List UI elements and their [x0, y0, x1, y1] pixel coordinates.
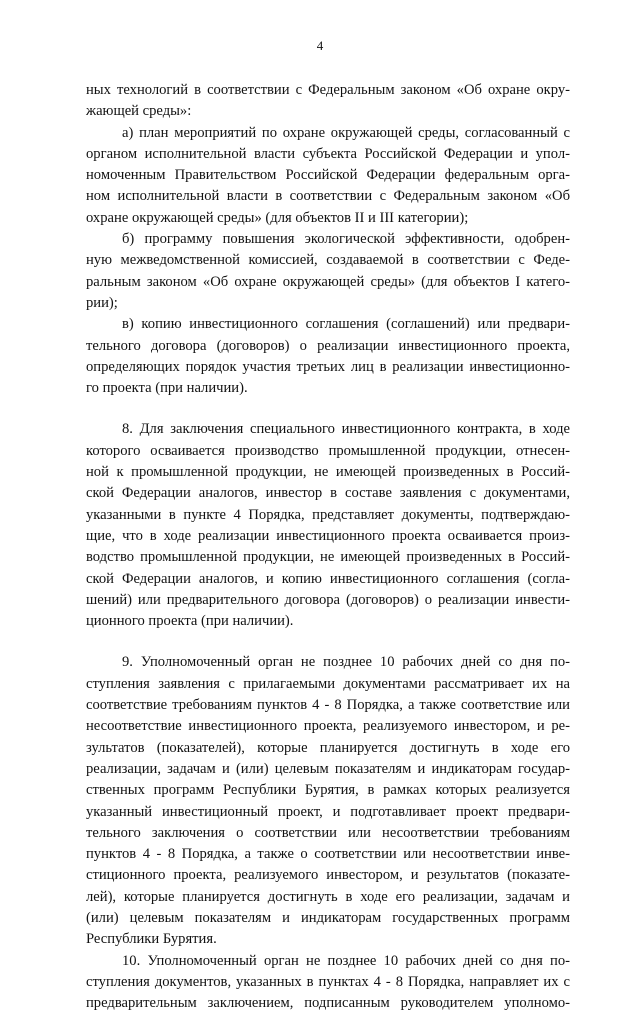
text-line: ную межведомственной комиссией, создаваемой в соответствии с Феде- [86, 252, 570, 269]
text-line: реализации, задачам и (или) целевым показателям и индикаторам государ- [86, 760, 570, 777]
text-line: ской Федерации аналогов, инвестор в составе заявления с документами, [86, 485, 570, 502]
text-line: шений) или предварительного договора (договоров) о реализации инвести- [86, 591, 570, 608]
text-line: в) копию инвестиционного соглашения (соглашений) или предвари- [122, 316, 570, 333]
text-line: соответствие требованиям пунктов 4 - 8 Порядка, а также соответствие или [86, 697, 570, 714]
text-line: указанный инвестиционный проект, и подготавливает проект предвари- [86, 803, 570, 820]
text-line: предварительным заключением, подписанным руководителем уполномо- [86, 995, 570, 1012]
text-line: охране окружающей среды» (для объектов II и III категории); [86, 209, 469, 226]
text-line: (или) целевым показателям и индикаторам государственных программ [86, 909, 570, 926]
paragraph-gap [86, 399, 570, 419]
text-line: 8. Для заключения специального инвестиционного контракта, в ходе [122, 421, 570, 438]
text-line: лей), которые планируется достигнуть в ходе его реализации, задачам и [86, 888, 570, 905]
text-line: 9. Уполномоченный орган не позднее 10 рабочих дней со дня по- [122, 654, 570, 671]
text-line: которого осваивается производство промышленной продукции, отнесен- [86, 442, 570, 459]
text-line: тельного договора (договоров) о реализации инвестиционного проекта, [86, 337, 570, 354]
text-line: указанными в пункте 4 Порядка, представляет документы, подтверждаю- [86, 506, 570, 523]
text-line: ральным законом «Об охране окружающей среды» (для объектов I катего- [86, 273, 570, 290]
text-line: водство промышленной продукции, не имеющей произведенных в Россий- [86, 549, 570, 566]
text-line: жающей среды»: [86, 103, 192, 120]
text-line: ступления документов, указанных в пунктах 4 - 8 Порядка, направляет их с [86, 973, 570, 990]
text-line: го проекта (при наличии). [86, 380, 248, 397]
text-line: органом исполнительной власти субъекта Российской Федерации и упол- [86, 145, 570, 162]
text-line: ступления заявления с прилагаемыми документами рассматривает их на [86, 675, 570, 692]
text-line: ской Федерации аналогов, и копию инвестиционного соглашения (согла- [86, 570, 570, 587]
text-line: ционного проекта (при наличии). [86, 613, 294, 630]
text-line: тельного заключения о соответствии или несоответствии требованиям [86, 824, 570, 841]
text-line: ных технологий в соответствии с Федеральным законом «Об охране окру- [86, 82, 570, 98]
text-line: щие, что в ходе реализации инвестиционного проекта осваивается произ- [86, 527, 570, 544]
text-line: а) план мероприятий по охране окружающей среды, согласованный с [122, 124, 570, 141]
text-line: ственных программ Республики Бурятия, в рамках которых реализуется [86, 782, 570, 799]
text-line: зультатов (показателей), которые планируется достигнуть в ходе его [86, 739, 570, 756]
text-line: определяющих порядок участия третьих лиц в реализации инвестиционно- [86, 358, 570, 375]
paragraph-gap [86, 632, 570, 652]
text-line: стиционного проекта, реализуемого инвестором, и результатов (показате- [86, 867, 570, 884]
text-line: ной к промышленной продукции, не имеющей произведенных в Россий- [86, 464, 570, 481]
text-line: пунктов 4 - 8 Порядка, а также о соответствии или несоответствии инве- [86, 846, 570, 863]
document-body [86, 80, 570, 1014]
text-line: Республики Бурятия. [86, 931, 217, 948]
text-line: б) программу повышения экологической эффективности, одобрен- [122, 231, 570, 248]
text-line: 10. Уполномоченный орган не позднее 10 рабочих дней со дня по- [122, 952, 570, 969]
text-line: номоченным Правительством Российской Федерации федеральным орга- [86, 167, 570, 184]
text-line: ном исполнительной власти в соответствии с Федеральным законом «Об [86, 188, 570, 205]
page-number: 4 [316, 38, 324, 53]
text-line: рии); [86, 294, 118, 311]
text-line: несоответствие инвестиционного проекта, реализуемого инвестором, и ре- [86, 718, 570, 735]
